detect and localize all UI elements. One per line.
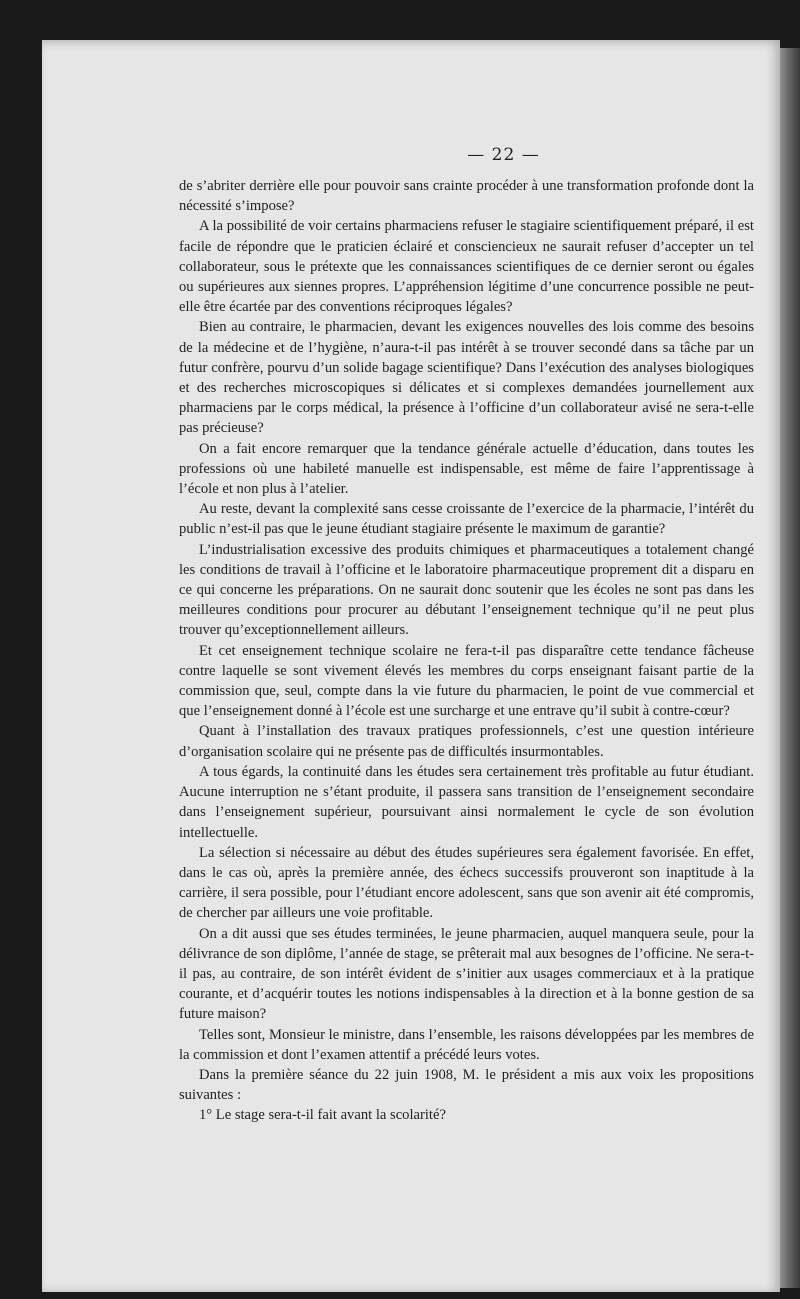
paragraph-14: 1° Le stage sera-t-il fait avant la scolarité? (199, 1107, 446, 1124)
paragraph-10: La sélection si nécessaire au début des études supérieures sera également favorisée. En effet, dans le cas où, après la première année, des échecs successifs prouveront son inaptitude à la carrière, il sera possible, pour l’étudiant encore adolescent, sans que son avenir ait été compromis, de chercher par ailleurs une voie profitable. (179, 844, 754, 922)
paragraph-4: On a fait encore remarquer que la tendance générale actuelle d’éducation, dans toutes les professions où une habileté manuelle est indispensable, est même de faire l’apprentissage à l’école et non plus à l’atelier. (179, 440, 754, 498)
document-page (42, 40, 780, 1292)
paragraph-12: Telles sont, Monsieur le ministre, dans l’ensemble, les raisons développées par les membres de la commission et dont l’examen attentif a précédé leurs votes. (179, 1026, 754, 1063)
page-edge-shadow (778, 48, 800, 1288)
paragraph-5: Au reste, devant la complexité sans cesse croissante de l’exercice de la pharmacie, l’intérêt du public n’est-il pas que le jeune étudiant stagiaire présente le maximum de garantie? (179, 501, 754, 538)
paragraph-1: de s’abriter derrière elle pour pouvoir sans crainte procéder à une transformation profonde dont la nécessité s’impose? (179, 178, 754, 215)
paragraph-11: On a dit aussi que ses études terminées, le jeune pharmacien, auquel manquera seule, pour la délivrance de son diplôme, l’année de stage, se prêterait mal aux besognes de l’officine. Ne sera-t-il pas, au contraire, de son intérêt évident de s’initier aux usages commerciaux et à la pratique courante, et d’acquérir toutes les notions indispensables à la direction et à la bonne gestion de sa future maison? (179, 925, 754, 1023)
body-text (179, 176, 754, 1126)
paragraph-13: Dans la première séance du 22 juin 1908, M. le président a mis aux voix les propositions suivantes : (179, 1066, 754, 1104)
paragraph-3: Bien au contraire, le pharmacien, devant les exigences nouvelles des lois comme des besoins de la médecine et de l’hygiène, n’aura-t-il pas intérêt à se trouver secondé dans sa tâche par un futur confrère, pourvu d’un solide bagage scientifique? Dans l’exécution des analyses biologiques et des recherches microscopiques si délicates et si complexes demandées journellement aux pharmaciens par le corps médical, la présence à l’officine d’un collaborateur avisé ne sera-t-elle pas précieuse? (179, 319, 754, 437)
paragraph-7: Et cet enseignement technique scolaire ne fera-t-il pas disparaître cette tendance fâcheuse contre laquelle se sont vivement élevés les membres du corps enseignant faisant partie de la commission que, seul, compte dans la vie future du pharmacien, le point de vue commercial et que l’enseignement donné à l’école est une surcharge et une entrave qu’il subit à contre-cœur? (179, 642, 754, 720)
paragraph-2: A la possibilité de voir certains pharmaciens refuser le stagiaire scientifiquement préparé, il est facile de répondre que le praticien éclairé et consciencieux ne saurait refuser d’accepter un tel collaborateur, sous le prétexte que les connaissances scientifiques de ce dernier seront ou égales ou supérieures aux siennes propres. L’appréhension légitime d’une concurrence possible ne peut-elle être écartée par des conventions réciproques légales? (179, 218, 754, 316)
paragraph-8: Quant à l’installation des travaux pratiques professionnels, c’est une question intérieure d’organisation scolaire qui ne présente pas de difficultés insurmontables. (179, 723, 754, 760)
paragraph-9: A tous égards, la continuité dans les études sera certainement très profitable au futur étudiant. Aucune interruption ne s’étant produite, il passera sans transition de l’enseignement secondaire dans l’enseignement supérieur, poursuivant ainsi normalement le cycle de son évolution intellectuelle. (179, 763, 754, 841)
page-number: — 22 — (467, 145, 540, 165)
paragraph-6: L’industrialisation excessive des produits chimiques et pharmaceutiques a totalement changé les conditions de travail à l’officine et le laboratoire pharmaceutique proprement dit a disparu en ce qui concerne les préparations. On ne saurait donc soutenir que les écoles ne sont pas dans les meilleures conditions pour procurer au débutant l’enseignement technique qu’il ne peut plus trouver qu’exceptionnellement ailleurs. (179, 541, 754, 639)
